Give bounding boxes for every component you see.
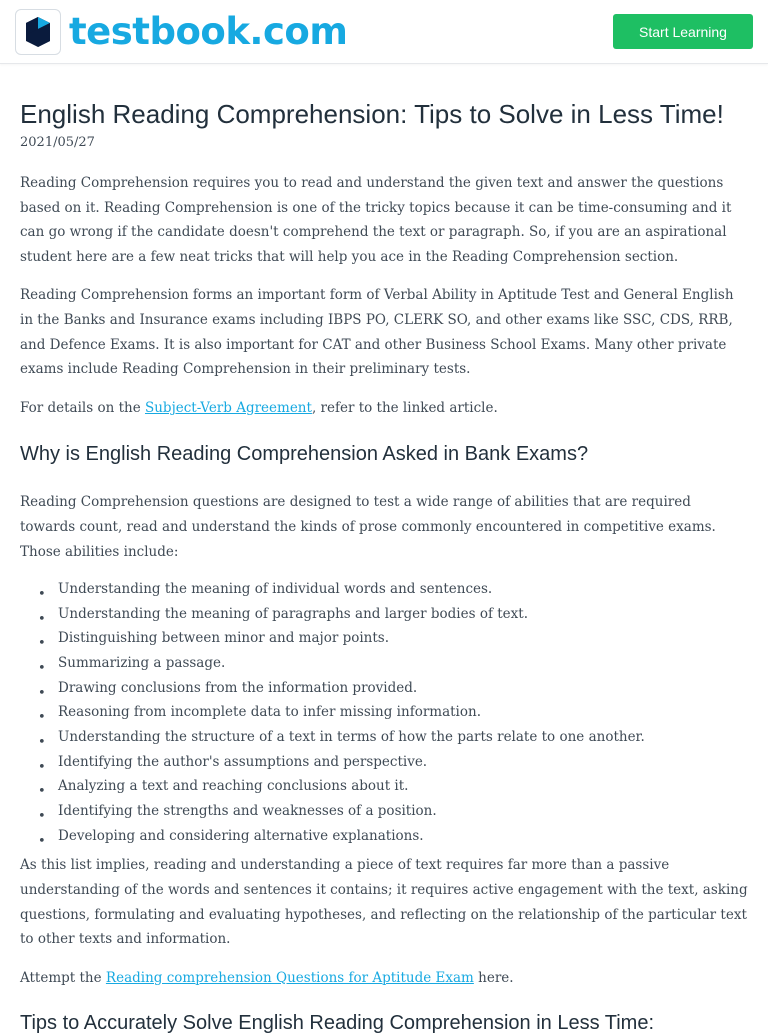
- page-title: English Reading Comprehension: Tips to Solve in Less Time!: [20, 99, 724, 129]
- publish-date: 2021/05/27: [20, 135, 95, 150]
- testbook-logo-icon: [15, 9, 61, 55]
- list-implication-paragraph: As this list implies, reading and understanding a piece of text requires far more than a passive understanding of the words and sentences it contains; it requires active engagement with the text, asking questions, formulating and evaluating hypotheses, and reflecting on the relationship of the particular text to other texts and information.: [20, 857, 748, 948]
- brand-name: testbook.com: [69, 10, 348, 53]
- article-content: [0, 97, 768, 1036]
- attempt-questions-paragraph: [20, 966, 748, 991]
- paragraph-text: , refer to the linked article.: [311, 399, 498, 416]
- bullet-icon: •: [38, 809, 46, 825]
- bullet-icon: •: [38, 735, 46, 751]
- bullet-icon: •: [38, 636, 46, 652]
- bullet-icon: •: [38, 587, 46, 603]
- list-item-text: Understanding the structure of a text in terms of how the parts relate to one another.: [58, 729, 645, 746]
- abilities-intro-paragraph: Reading Comprehension questions are designed to test a wide range of abilities that are required towards count, read and understand the kinds of prose commonly encountered in competitive exams. Those abilities include:: [20, 494, 716, 560]
- intro-paragraph: Reading Comprehension requires you to read and understand the given text and answer the questions based on it. Reading Comprehension is one of the tricky topics because it can be time-consuming and it can go wrong if the candidate doesn't comprehend the text or paragraph. So, if you are an aspirational student here are a few neat tricks that will help you ace in the Reading Comprehension section.: [20, 175, 732, 265]
- list-item: [20, 651, 748, 676]
- bullet-icon: •: [38, 710, 46, 726]
- list-item-text: Developing and considering alternative explanations.: [58, 827, 424, 844]
- list-item-text: Summarizing a passage.: [58, 655, 226, 672]
- paragraph-text: here.: [473, 969, 514, 986]
- list-item: [20, 676, 748, 701]
- bullet-icon: •: [38, 784, 46, 800]
- list-item-text: Identifying the strengths and weaknesses of a position.: [58, 803, 437, 820]
- list-item-text: Understanding the meaning of paragraphs and larger bodies of text.: [58, 605, 528, 622]
- list-item: [20, 750, 748, 775]
- abilities-list: [20, 577, 748, 848]
- list-item: [20, 700, 748, 725]
- list-item: [20, 626, 748, 651]
- list-item: [20, 824, 748, 849]
- list-item-text: Understanding the meaning of individual words and sentences.: [58, 581, 493, 598]
- section-heading-why: Why is English Reading Comprehension Asked in Bank Exams?: [20, 443, 589, 466]
- list-item: [20, 774, 748, 799]
- list-item-text: Reasoning from incomplete data to infer missing information.: [58, 704, 481, 721]
- bullet-icon: •: [38, 685, 46, 701]
- verbal-ability-paragraph: Reading Comprehension forms an important form of Verbal Ability in Aptitude Test and General English in the Banks and Insurance exams including IBPS PO, CLERK SO, and other exams like SSC, CDS, RRB, and Defence Exams. It is also important for CAT and other Business School Exams. Many other private exams include Reading Comprehension in their preliminary tests.: [20, 287, 734, 378]
- list-item-text: Distinguishing between minor and major points.: [58, 630, 390, 647]
- bullet-icon: •: [38, 759, 46, 775]
- bullet-icon: •: [38, 611, 46, 627]
- paragraph-text: Attempt the: [20, 969, 106, 986]
- list-item-text: Drawing conclusions from the information provided.: [58, 679, 418, 696]
- paragraph-text: For details on the: [20, 399, 145, 416]
- section-heading-tips: Tips to Accurately Solve English Reading Comprehension in Less Time:: [20, 1012, 655, 1035]
- subject-verb-paragraph: [20, 396, 748, 421]
- brand-link[interactable]: [15, 9, 347, 55]
- list-item-text: Analyzing a text and reaching conclusions about it.: [58, 778, 409, 795]
- list-item: [20, 799, 748, 824]
- list-item: [20, 577, 748, 602]
- list-item: [20, 725, 748, 750]
- bullet-icon: •: [38, 833, 46, 849]
- list-item: [20, 602, 748, 627]
- subject-verb-agreement-link[interactable]: Subject-Verb Agreement: [144, 399, 312, 416]
- list-item-text: Identifying the author's assumptions and perspective.: [58, 753, 428, 770]
- start-learning-button[interactable]: Start Learning: [613, 14, 753, 49]
- top-navbar: [0, 0, 768, 64]
- bullet-icon: •: [38, 661, 46, 677]
- rc-questions-link[interactable]: Reading comprehension Questions for Aptitude Exam: [105, 969, 474, 986]
